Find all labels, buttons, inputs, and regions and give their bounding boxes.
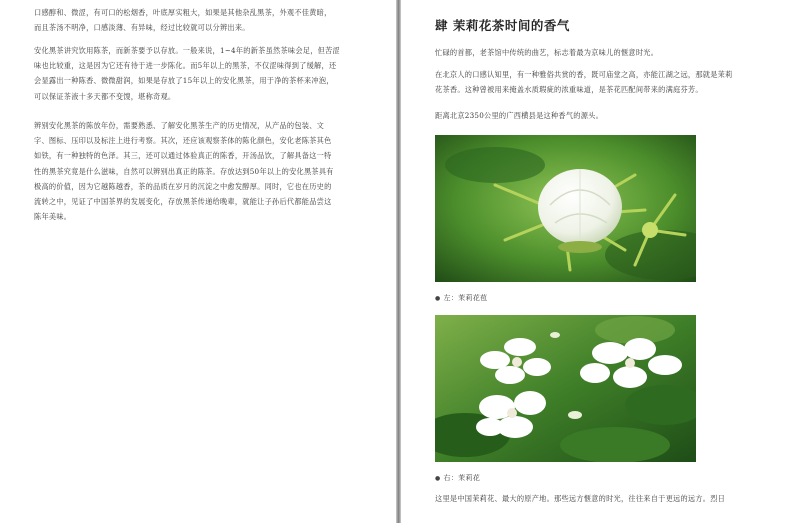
jasmine-flowers-photo (435, 315, 696, 462)
bullet-icon: ● (435, 475, 441, 482)
right-paragraph-1: 忙碌的首都，老茶馆中传统的曲艺，标志着最为京味儿的惬意时光。 (435, 48, 659, 57)
right-paragraph-2: 在北京人的口感认知里，有一种雅俗共赏的香，既可庙堂之高，亦能江湖之远，那就是茉莉 花茶香。这种曾被用来掩盖水质瑕疵的浓重味道，是茶花匹配间带来的满庭芬芳。 (435, 70, 733, 95)
bullet-icon: ● (435, 295, 441, 302)
jasmine-bud-photo (435, 135, 696, 282)
photo-caption-left: ● 左：茉莉花苞 (435, 294, 488, 302)
section-heading: 肆 茉莉花茶时间的香气 (435, 18, 570, 33)
left-paragraph-2: 安化黑茶讲究饮用陈茶，而新茶要予以存放。一般来说，1~4年的新茶虽然茶味会足，但苦涩 味也比较重，这是因为它还有待于进一步陈化。而5年以上的黑茶，不仅涩味得到了缓解，还 会显露出一种陈香、微微甜润，如果是存放了15年以上的安化黑茶，用于净的茶杯来冲泡， 可以保证茶液十多天都不变馊，堪称奇观。 (34, 46, 340, 101)
left-page (0, 0, 396, 523)
photo-caption-right: ● 右：茉莉花 (435, 474, 481, 482)
right-paragraph-3: 距离北京2350公里的广西横县是这种香气的源头。 (435, 111, 604, 120)
right-paragraph-4: 这里是中国茉莉花、最大的原产地。那些远方惬意的时光，往往来自于更远的远方。烈日 (435, 494, 726, 503)
left-paragraph-3: 辨别安化黑茶的陈放年份，需要熟悉、了解安化黑茶生产的历史情况，从产品的包装、文 字、图标、压印以及标注上进行考察。其次，还应该观察茶体的陈化颜色，安化老陈茶其色 如铁，有一种独特的色泽。其三，还可以通过体验真正的陈香，开汤品饮，了解具备这一特 性的黑茶究竟是什么滋味，自然可以辨别出真正的陈茶。存放达到50年以上的安化黑茶具有 极高的价值，因为它越陈越香，茶的品质在岁月的沉淀之中愈发醇厚。同时，它也在历史的 流转之中，见证了中国茶界的发展变化，存放黑茶传递给晚辈，就能让子孙后代都能品尝这 陈年美味。 (34, 121, 334, 222)
left-paragraph-1: 口感醇和、微涩，有可口的松烟香，叶底厚实粗大，如果是其他杂乱黑茶，外观不佳黄暗， 而且茶汤不明净，口感淡薄、有异味，经过比较就可以分辨出来。 (34, 8, 332, 33)
right-page (401, 0, 798, 523)
